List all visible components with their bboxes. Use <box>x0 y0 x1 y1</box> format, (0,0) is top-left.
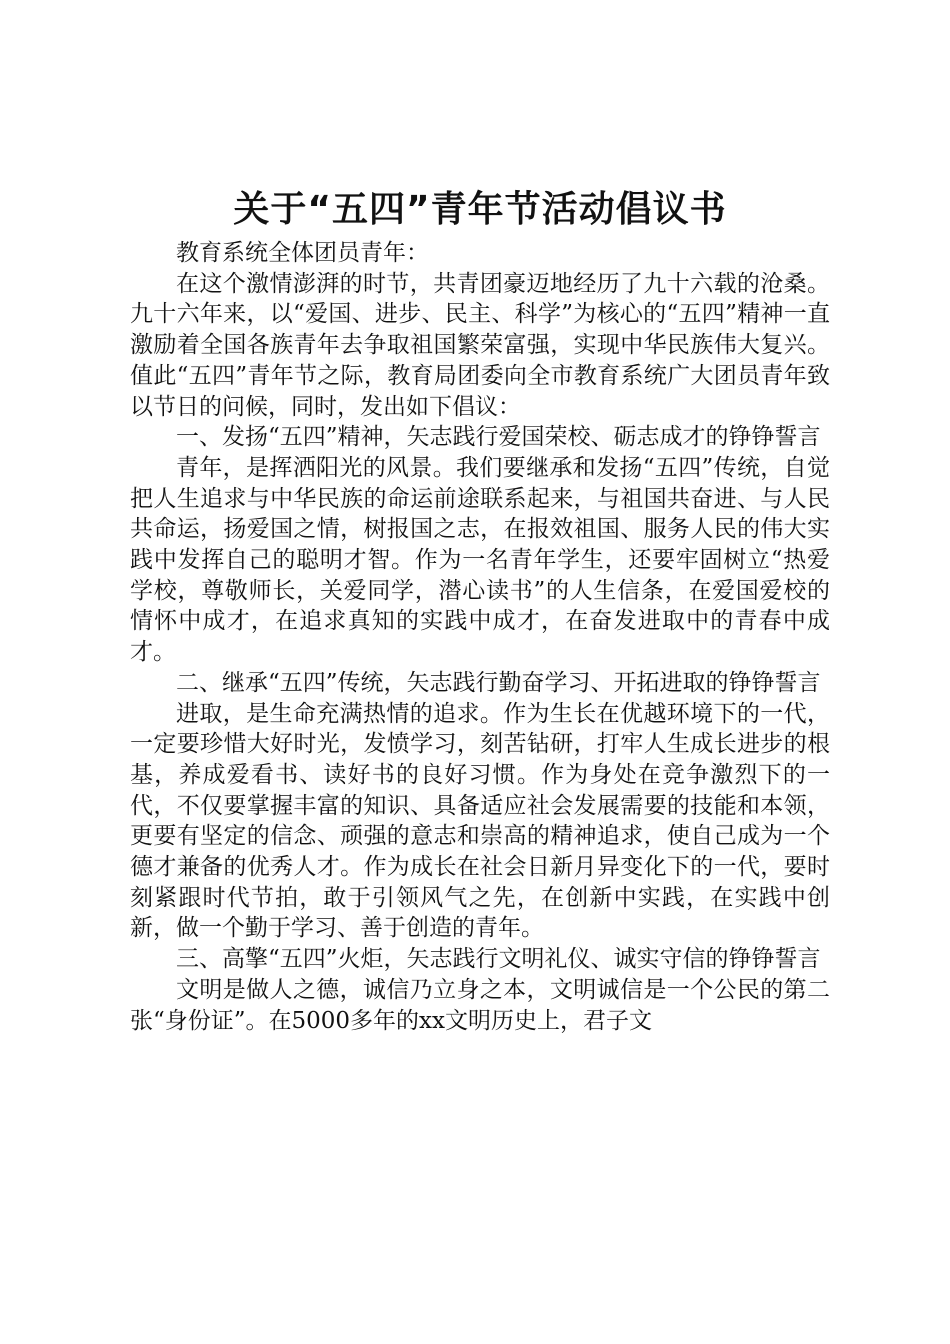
paragraph-intro: 在这个激情澎湃的时节，共青团豪迈地经历了九十六载的沧桑。九十六年来，以“爱国、进步、民主、科学”为核心的“五四”精神一直激励着全国各族青年去争取祖国繁荣富强，实现中华民族伟大复兴。值此“五四”青年节之际，教育局团委向全市教育系统广大团员青年致以节日的问候，同时，发出如下倡议： <box>130 270 830 420</box>
document-body <box>130 188 830 1036</box>
paragraph-section-3: 文明是做人之德，诚信乃立身之本，文明诚信是一个公民的第二张“身份证”。在5000多年的xx文明历史上，君子文 <box>130 976 830 1034</box>
salutation: 教育系统全体团员青年： <box>176 240 429 266</box>
section-heading-2: 二、继承“五四”传统，矢志践行勤奋学习、开拓进取的铮铮誓言 <box>176 669 821 696</box>
section-heading-1: 一、发扬“五四”精神，矢志践行爱国荣校、砺志成才的铮铮誓言 <box>176 424 821 451</box>
document-title: 关于“五四”青年节活动倡议书 <box>233 189 727 230</box>
section-heading-3: 三、高擎“五四”火炬，矢志践行文明礼仪、诚实守信的铮铮誓言 <box>176 946 821 973</box>
paragraph-section-1: 青年，是挥洒阳光的风景。我们要继承和发扬“五四”传统，自觉把人生追求与中华民族的命运前途联系起来，与祖国共奋进、与人民共命运，扬爱国之情，树报国之志，在报效祖国、服务人民的伟大实践中发挥自己的聪明才智。作为一名青年学生，还要牢固树立“热爱学校，尊敬师长，关爱同学，潜心读书”的人生信条，在爱国爱校的情怀中成才，在追求真知的实践中成才，在奋发进取中的青春中成才。 <box>130 454 830 666</box>
paragraph-section-2: 进取，是生命充满热情的追求。作为生长在优越环境下的一代，一定要珍惜大好时光，发愤学习，刻苦钻研，打牢人生成长进步的根基，养成爱看书、读好书的良好习惯。作为身处在竞争激烈下的一代，不仅要掌握丰富的知识、具备适应社会发展需要的技能和本领，更要有坚定的信念、顽强的意志和崇高的精神追求，使自己成为一个德才兼备的优秀人才。作为成长在社会日新月异变化下的一代，要时刻紧跟时代节拍，敢于引领风气之先，在创新中实践，在实践中创新，做一个勤于学习、善于创造的青年。 <box>130 700 830 942</box>
